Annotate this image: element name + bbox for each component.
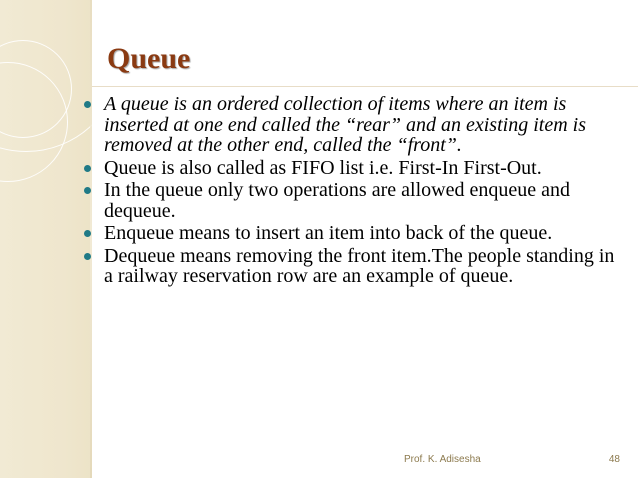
bullet-item (84, 223, 624, 244)
bullet-item (84, 94, 624, 156)
bullet-list (84, 94, 624, 287)
title-area (92, 36, 638, 86)
slide-content (84, 94, 624, 289)
bullet-item (84, 180, 624, 221)
bullet-dot-icon (84, 187, 91, 194)
slide-title: Queue (107, 42, 191, 75)
bullet-item (84, 158, 624, 179)
bullet-dot-icon (84, 253, 91, 260)
bullet-dot-icon (84, 230, 91, 237)
bullet-dot-icon (84, 101, 91, 108)
left-decorative-band (0, 0, 92, 478)
footer-author: Prof. K. Adisesha (404, 454, 481, 465)
bullet-dot-icon (84, 165, 91, 172)
page-number: 48 (608, 454, 620, 465)
bullet-text: Queue is also called as FIFO list i.e. First-In First-Out. (104, 156, 542, 179)
bullet-text: Enqueue means to insert an item into back of the queue. (104, 222, 553, 244)
title-divider (92, 86, 638, 87)
bullet-text: Dequeue means removing the front item.The people standing in a railway reservation row are an example of queue. (104, 244, 615, 287)
bullet-text: In the queue only two operations are allowed enqueue and dequeue. (104, 179, 570, 222)
bullet-item (84, 246, 624, 287)
bullet-text: A queue is an ordered collection of items where an item is inserted at one end called the “rear” and an existing item is removed at the other end, called the “front”. (104, 93, 586, 156)
